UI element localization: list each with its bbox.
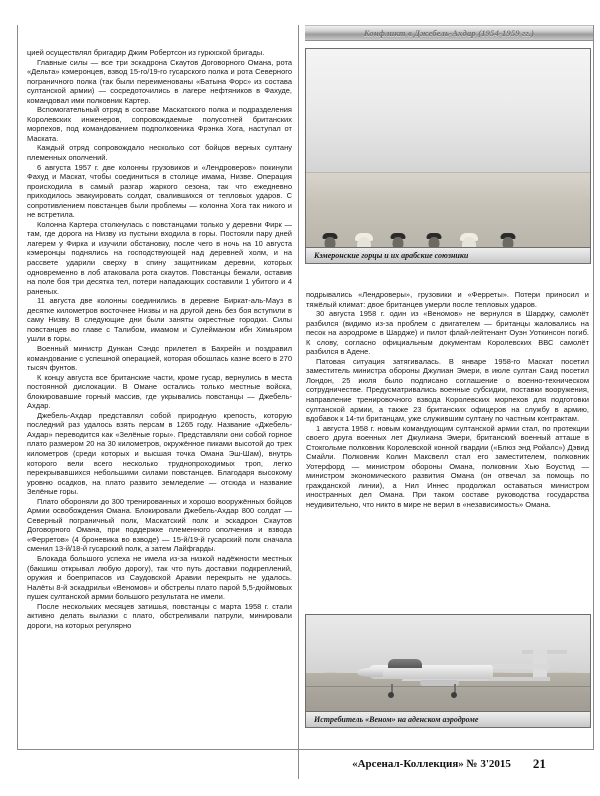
- paragraph: К концу августа все британские части, кроме гусар, вернулись в места постоянной дислокации. В Омане остались только местные войска, блокировавшие горный массив, где укрывались повстанцы — Джебель-Ахдар.: [27, 372, 292, 411]
- paragraph: Колонна Картера столкнулась с повстанцами только у деревни Фирк — там, где дорога на Низву из пустыни входила в горы. Постояли пару дней лагерем у Фирка и изучили обстановку, после чего в ночь на 10 августа кэмеронцы поднялись на господствующей над деревней холм, и на рассвете ударили сверху в спину защитникам деревни, которых одновременно в лоб атаковала рота скаутов. Повстанцы бежали, оставив на поле боя три десятка тел, потери нападающих составили 1 убитого и 4 раненых.: [27, 219, 292, 296]
- aircraft-nose: [357, 668, 383, 677]
- footer-journal-title: «Арсенал-Коллекция» № 3'2015: [352, 758, 511, 770]
- aircraft-tail-fin: [533, 649, 547, 678]
- running-header-title: Конфликт в Джебель-Ахдар (1954-1959 гг.): [363, 28, 535, 38]
- paragraph: цией осуществлял бригадир Джим Робертсон из гуркхской бригады.: [27, 48, 265, 57]
- column-rule-middle: [298, 25, 299, 750]
- photo-sky: [306, 49, 590, 182]
- paragraph: 6 августа 1957 г. две колонны грузовиков и «Лендроверов» покинули Фахуд и Маскат, чтобы соединиться в столице имама, Низве. Операция происходила в самый разгар жаркого сезона, так что ежедневно приходилось эвакуировать солдат, свалившихся от тепловых ударов. С сопротивлением повстанцев были проблемы — колонна Хога так никого и не встретила.: [27, 162, 292, 220]
- photo-horizon: [306, 172, 590, 173]
- paragraph: 1 августа 1958 г. новым командующим султанской армии стал, по протекции своего друга военных лет Джулиана Эмери, британский военный атташе в Стокгольме полковник Королевской конной гвардии («Блюз энд Ройалс») Дэвид Смайли. Полковник Колин Максвелл стал его заместителем, полковник Уотерфорд — министром обороны Омана, полковник Хью Боустид — министром экономического развития Омана (он отвечал за помощь по гражданской линии), а Нил Иннес продолжал оставаться министром иностранных дел Омана. При таком составе руководства государства неудивительно, что никто в мире не верил в «независимость» Омана.: [306, 423, 589, 510]
- aircraft-fuselage: [368, 665, 493, 678]
- photo-runway: [306, 686, 590, 687]
- right-text-column: [306, 290, 589, 510]
- column-rule-left: [17, 25, 18, 750]
- paragraph: Блокада большого успеха не имела из-за низкой надёжности местных (бакшиш открывал любую дорогу), так что путь доставки подкреплений, оружия и боеприпасов из Саудовской Аравии перекрыть не удалось. Налёты 8-й эскадрильи «Веномов» и обстрелы плато парой 5,5-дюймовых пушек султанской армии большого результата не имели.: [27, 553, 292, 602]
- left-text-column: [27, 48, 292, 630]
- paragraph: Вспомогательный отряд в составе Маскатского полка и подразделения Королевских инженеров, сопровождаемые полусотней британских морпехов, под командованием подполковника Фрэнка Хога, наступал от Маската.: [27, 105, 292, 143]
- paragraph: Главные силы — все три эскадрона Скаутов Договорного Омана, рота «Дельта» кэмеронцев, взвод 15-го/19-го гусарского полка и рота Северного пограничного полка (так были переименованы «Батына Форс» из состава султанской армии) — сосредоточились в лагере нефтяников в Фахуде, командовал ими полковник Картер.: [27, 57, 292, 105]
- footer-page-number: 21: [532, 756, 546, 771]
- footer-rule: [17, 749, 594, 750]
- paragraph: После нескольких месяцев затишья, повстанцы с марта 1958 г. стали активно делать вылазки с плато, обстреливали патрули, минировали дороги, на которых регулярно: [27, 601, 292, 630]
- paragraph: Каждый отряд сопровождало несколько сот бойцов верных султану племенных ополчений.: [27, 143, 292, 163]
- paragraph: подрывались «Лендроверы», грузовики и «Ферреты». Потери приносил и тяжёлый климат: двое британцев умерли после тепловых ударов.: [306, 290, 589, 309]
- figure-caption-bottom: Истребитель «Веном» на аденском аэродроме: [306, 711, 590, 727]
- column-rule-right: [593, 25, 594, 750]
- figure-caption-top: Кэмеронские горцы и их арабские союзники: [306, 247, 590, 263]
- page-footer: [305, 753, 593, 775]
- paragraph: Джебель-Ахдар представлял собой природную крепость, которую последний раз удалось взять персам в 1265 году. Название «Джебель-Ахдар» переводится как «Зелёные горы». Представляли они собой горное плато размером 20 на 30 километров, окружённое пиками высотой до трех километров (среди которых и высшая точка Омана Эш-Шам), внутрь которого вели всего несколько труднопроходимых троп, легко перекрывавшихся небольшими силами повстанцев. Благодаря высокому уровню осадков, на плато развито земледелие — отсюда и название Зелёные горы.: [27, 410, 292, 497]
- paragraph: Военный министр Дункан Сэндс прилетел в Бахрейн и поздравил командование с успешной операцией, которая обошлась казне всего в 270 тысяч фунтов.: [27, 343, 292, 373]
- paragraph: 30 августа 1958 г. один из «Веномов» не вернулся в Шарджу, самолёт разбился (видимо из-за проблем с двигателем — британцы жаловались на песок на аэродроме в Шардже) и пилот флай-лейтенант Оуэн Уоткинсон погиб. К слову, согласно официальным документам Королевских ВВС самолёт разбился в Адене.: [306, 309, 589, 357]
- footer-rule-vertical: [298, 749, 299, 779]
- figure-cameronian-highlanders: [305, 48, 591, 264]
- paragraph: Патовая ситуация затягивалась. В январе 1958-го Маскат посетил заместитель министра обороны Джулиан Эмери, в июле султан Саид посетил Лондон, 25 июля было подписано соглашение о военно-техническом сотрудничестве. Предусматривались военные субсидии, поставки вооружения, направление тренировочного взвода Королевских морпехов для подготовки султанской армии, а также 23 британских офицеров на службу в армию, вдобавок к 14-ти британцам, уже служившим султану по частным контрактам.: [306, 356, 589, 424]
- figure-venom-fighter: [305, 614, 591, 728]
- photo-cameronian-highlanders: [306, 49, 590, 263]
- paragraph: 11 августа две колонны соединились в деревне Биркат-аль-Мауз в десятке километров восточнее Низвы и на другой день без боя вступили в саму Низву. В следующие дни были заняты окрестные городки. Силы повстанцев во главе с Талибом, имамом и Сулейманом ибн Химьяром ушли в горы.: [27, 296, 292, 344]
- paragraph: Плато обороняли до 300 тренированных и хорошо вооружённых бойцов Армии освобождения Омана. Блокировали Джебель-Ахдар 800 солдат — Северный пограничный полк, Маскатский полк и эскадрон Скаутов Договорного Омана, при поддержке племенного ополчения и взвода «Ферретов» (4 броневика во взводе) — 15-й/19-й гусарский полк сначала сменил 13-й/18-й гусарский полк, а затем Лайфгарды.: [27, 496, 292, 554]
- running-header-band: [305, 25, 593, 41]
- aircraft-canopy: [388, 659, 422, 668]
